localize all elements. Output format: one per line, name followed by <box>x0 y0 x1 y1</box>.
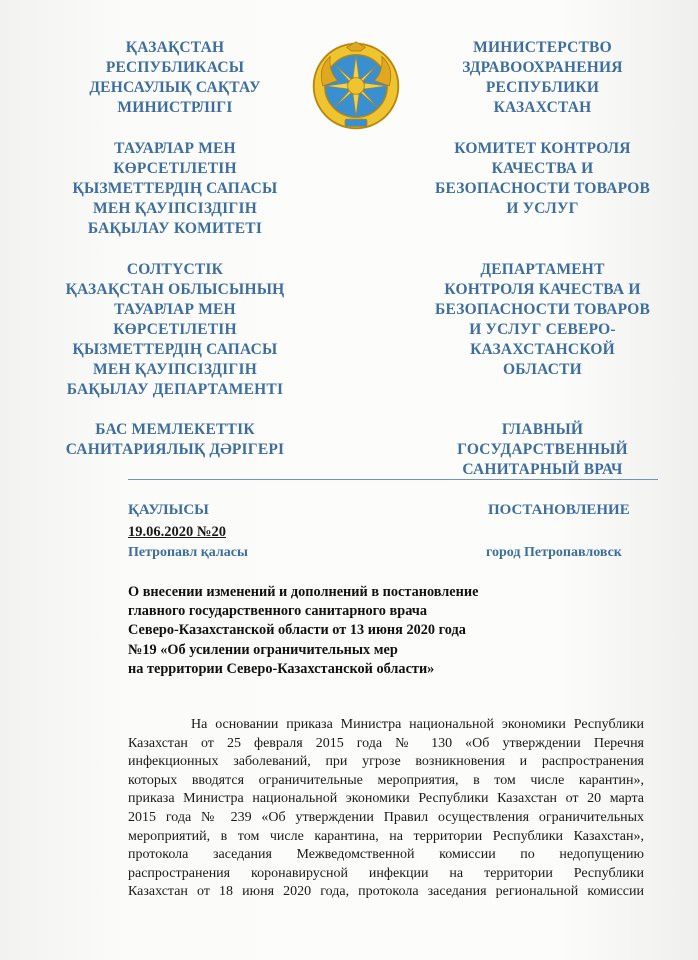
header-line: ҚАЗАҚСТАН ОБЛЫСЫНЫҢ <box>65 281 285 298</box>
header-line: БАС МЕМЛЕКЕТТІК <box>95 421 255 438</box>
title-line: №19 «Об усилении ограничительных мер <box>128 641 398 658</box>
header-line: ГОСУДАРСТВЕННЫЙ <box>457 441 628 458</box>
header-line: САНИТАРНЫЙ ВРАЧ <box>462 461 623 478</box>
header-line: И УСЛУГ <box>506 200 579 217</box>
header-line: МИНИСТРЛІГІ <box>117 99 233 116</box>
title-line: на территории Северо-Казахстанской области» <box>128 660 435 677</box>
header-divider <box>128 479 658 480</box>
header-line: РЕСПУБЛИКАСЫ <box>105 59 245 76</box>
body-line: которых вводятся ограничительные мероприятия, в том числе карантин», <box>128 772 644 788</box>
body-line: протокола заседания Межведомственной комиссии по недопущению <box>128 847 644 863</box>
header-line: ҚЫЗМЕТТЕРДІҢ САПАСЫ <box>72 180 278 197</box>
kz-city: Петропавл қаласы <box>128 545 248 560</box>
header-line: БЕЗОПАСНОСТИ ТОВАРОВ <box>435 301 650 318</box>
header-line: ҚЫЗМЕТТЕРДІҢ САПАСЫ <box>72 341 278 358</box>
ru-ministry-header <box>400 38 685 118</box>
header-line: ДЕПАРТАМЕНТ <box>480 261 605 278</box>
header-line: МИНИСТЕРСТВО <box>473 39 612 56</box>
body-line: На основании приказа Министра национальной экономики Республики <box>128 717 644 732</box>
header-line: МЕН ҚАУІПСІЗДІГІН <box>93 200 257 217</box>
header-line: КОНТРОЛЯ КАЧЕСТВА И <box>444 281 641 298</box>
header-line: КАЗАХСТАН <box>493 99 592 116</box>
kz-doctor-header <box>40 420 310 460</box>
kz-document-type: ҚАУЛЫСЫ <box>128 502 209 518</box>
kz-committee-header <box>40 139 310 239</box>
header-line: ҚАЗАҚСТАН <box>125 39 225 56</box>
kz-department-header <box>40 260 310 400</box>
header-line: ГЛАВНЫЙ <box>501 421 584 438</box>
header-line: БАҚЫЛАУ ДЕПАРТАМЕНТІ <box>66 381 284 398</box>
header-line: КАЧЕСТВА И <box>491 160 594 177</box>
body-line: Казахстан от 18 июня 2020 года, протокола заседания региональной комиссии <box>128 884 644 900</box>
header-line: БАҚЫЛАУ КОМИТЕТІ <box>87 220 263 237</box>
kazakhstan-emblem-icon <box>310 40 402 132</box>
header-line: СОЛТҮСТІК <box>126 261 224 278</box>
body-line: Казахстан от 25 февраля 2015 года № 130 «Об утверждении Перечня <box>128 735 644 751</box>
header-line: БЕЗОПАСНОСТИ ТОВАРОВ <box>435 180 650 197</box>
header-line: ОБЛАСТИ <box>503 361 582 378</box>
body-line: мероприятий, в том числе карантина, на территории Республики Казахстан», <box>128 828 644 844</box>
ru-doctor-header <box>400 420 685 480</box>
document-body <box>128 716 644 902</box>
header-line: ТАУАРЛАР МЕН <box>114 140 236 157</box>
ru-document-type: ПОСТАНОВЛЕНИЕ <box>488 502 630 518</box>
header-line: РЕСПУБЛИКИ <box>485 79 600 96</box>
body-line: приказа Министра национальной экономики Республики Казахстан от 20 марта <box>128 791 644 807</box>
body-line: распространения коронавирусной инфекции на территории Республики <box>128 865 644 881</box>
body-line: 2015 года № 239 «Об утверждении Правил осуществления ограничительных <box>128 809 644 825</box>
header-line: КОМИТЕТ КОНТРОЛЯ <box>454 140 631 157</box>
title-line: главного государственного санитарного врача <box>128 603 427 620</box>
title-line: Северо-Казахстанской области от 13 июня 2020 года <box>128 622 466 639</box>
header-line: КАЗАХСТАНСКОЙ <box>470 341 615 358</box>
ru-department-header <box>400 260 685 380</box>
header-line: КӨРСЕТІЛЕТІН <box>113 160 237 177</box>
header-line: ЗДРАВООХРАНЕНИЯ <box>462 59 623 76</box>
kz-ministry-header <box>40 38 310 118</box>
document-title <box>128 583 478 679</box>
header-line: МЕН ҚАУІПСІЗДІГІН <box>93 361 257 378</box>
header-line: САНИТАРИЯЛЫҚ ДӘРІГЕРІ <box>65 441 285 458</box>
header-line: ТАУАРЛАР МЕН <box>114 301 236 318</box>
body-line: инфекционных заболеваний, при угрозе возникновения и распространения <box>128 754 644 770</box>
header-line: И УСЛУГ СЕВЕРО- <box>469 321 616 338</box>
ru-city: город Петропавловск <box>486 545 622 560</box>
header-line: КӨРСЕТІЛЕТІН <box>113 321 237 338</box>
document-number: 19.06.2020 №20 <box>128 524 226 540</box>
title-line: О внесении изменений и дополнений в постановление <box>128 584 479 600</box>
ru-committee-header <box>400 139 685 219</box>
header-line: ДЕНСАУЛЫҚ САҚТАУ <box>89 79 261 96</box>
